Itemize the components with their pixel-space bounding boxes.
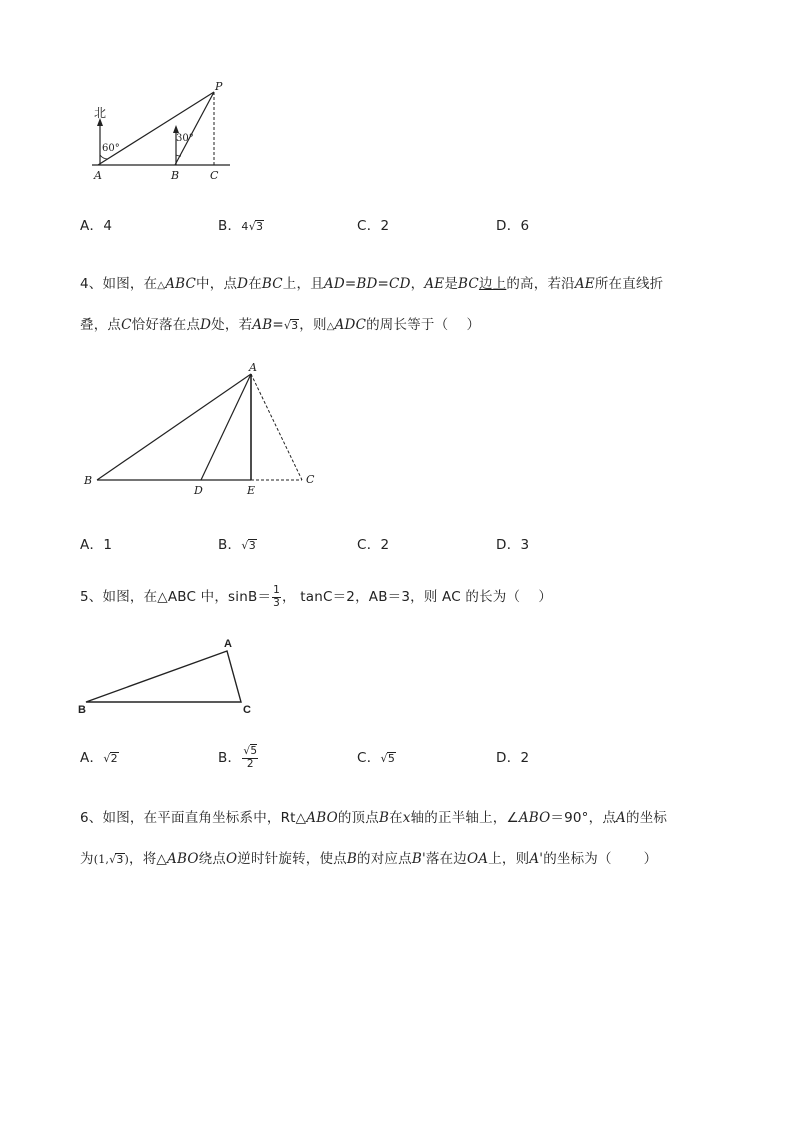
math: B' <box>411 851 426 867</box>
q5-option-b[interactable] <box>218 746 259 770</box>
text: 在 <box>248 276 262 292</box>
q5-option-a[interactable] <box>80 746 119 766</box>
option-value: 3 <box>520 537 530 553</box>
q4-option-b[interactable] <box>218 533 257 553</box>
sqrt-sign: √ <box>248 220 256 233</box>
q3-point-c: C <box>210 169 219 182</box>
q4-stem-line2 <box>80 313 480 333</box>
sqrt-sign: √ <box>109 853 117 866</box>
text: 上，则 <box>488 851 530 867</box>
numerator <box>242 746 258 759</box>
option-label: A． <box>80 750 104 766</box>
option-label: B． <box>218 218 242 234</box>
q3-line-ap <box>98 92 214 165</box>
q5-figure <box>75 632 265 722</box>
radicand: 5 <box>387 752 396 765</box>
q4-option-c[interactable] <box>357 533 389 553</box>
math: ABO <box>518 810 551 826</box>
q3-angle-30-label: 30° <box>176 133 194 144</box>
q5-stem <box>80 585 552 609</box>
math: ABO <box>306 810 338 826</box>
math: A' <box>529 851 544 867</box>
math: BC <box>458 276 479 292</box>
q5-point-a: A <box>224 638 232 650</box>
q3-option-d[interactable] <box>496 214 529 234</box>
math: OA <box>466 851 489 867</box>
text: ， <box>410 276 425 292</box>
q3-point-p: P <box>215 80 223 93</box>
q3-north-label: 北 <box>94 106 107 120</box>
q5-triangle-abc <box>86 651 241 702</box>
option-coefficient: 4 <box>241 220 249 233</box>
q5-point-b: B <box>78 704 86 716</box>
q4-segment-ad <box>201 374 251 480</box>
q3-angle-60-label: 60° <box>102 143 120 154</box>
q4-segment-ac <box>251 374 302 480</box>
text: ， tanC＝2，AB＝3，则 AC 的长为（ ） <box>282 589 553 606</box>
option-label: D． <box>496 218 521 234</box>
q4-stem-line1 <box>80 272 663 292</box>
math: ABC <box>165 276 197 292</box>
text: ，则 <box>299 317 327 333</box>
math: A <box>616 810 626 826</box>
text: 6、如图，在平面直角坐标系中，Rt△ <box>80 810 307 826</box>
math: D <box>237 276 249 292</box>
option-label: D． <box>496 537 521 553</box>
text: ，将△ <box>129 851 167 867</box>
radicand: 3 <box>291 319 299 332</box>
text: 5、如图，在△ABC 中，sinB＝ <box>80 589 272 606</box>
option-label: B． <box>218 537 242 553</box>
sqrt-sign: √ <box>283 319 292 332</box>
math: ADC <box>334 317 367 333</box>
option-value: 2 <box>380 537 390 553</box>
q4-point-e: E <box>247 484 256 497</box>
text: 轴的正半轴上，∠ <box>410 810 519 826</box>
underlined-text: 边上 <box>478 276 507 292</box>
q3-option-b[interactable] <box>218 214 264 234</box>
option-label: A． <box>80 537 104 553</box>
text: 的顶点 <box>337 810 379 826</box>
numerator: 1 <box>273 584 281 596</box>
text: 为 <box>80 851 94 867</box>
q4-segment-ab <box>97 374 251 480</box>
math: AB= <box>252 317 284 333</box>
q3-north-arrowhead-b <box>173 125 179 133</box>
text: 的周长等于（ ） <box>366 317 481 333</box>
q3-angle-arc-a <box>100 155 108 159</box>
math: AE <box>424 276 445 292</box>
option-value: 1 <box>103 537 113 553</box>
text: 落在边 <box>425 851 467 867</box>
text: ＝90°，点 <box>550 810 617 826</box>
triangle-symbol: △ <box>157 280 166 291</box>
option-label: B． <box>218 750 242 767</box>
text: 的对应点 <box>357 851 412 867</box>
option-value: 6 <box>520 218 530 234</box>
q5-point-c: C <box>243 704 251 716</box>
denominator: 2 <box>246 757 254 770</box>
text: 所在直线折 <box>594 276 664 292</box>
text: 中，点 <box>196 276 238 292</box>
radicand: 3 <box>116 853 124 866</box>
option-label: D． <box>496 750 521 766</box>
q4-point-a: A <box>249 361 257 374</box>
math: x <box>402 810 411 826</box>
math: B <box>378 810 390 826</box>
q6-stem-line2 <box>80 847 657 867</box>
math: ) <box>124 853 130 866</box>
option-label: C． <box>357 537 381 553</box>
sqrt-sign: √ <box>380 752 388 765</box>
q4-option-d[interactable] <box>496 533 529 553</box>
q4-figure <box>80 358 330 498</box>
triangle-symbol: △ <box>326 321 335 332</box>
option-value: 2 <box>520 750 530 766</box>
radicand: 3 <box>248 539 256 552</box>
fraction <box>272 585 281 609</box>
q4-option-a[interactable] <box>80 533 112 553</box>
text: 绕点 <box>198 851 226 867</box>
q6-stem-line1 <box>80 806 667 826</box>
math: (1, <box>93 853 110 866</box>
math: ABO <box>167 851 199 867</box>
text: 逆时针旋转，使点 <box>237 851 347 867</box>
math: AE <box>574 276 595 292</box>
text: 处，若 <box>211 317 253 333</box>
q3-option-a[interactable] <box>80 214 112 234</box>
math: B <box>346 851 358 867</box>
option-label: A． <box>80 218 104 234</box>
q3-figure <box>80 75 250 185</box>
q4-point-b: B <box>84 474 93 487</box>
q4-point-c: C <box>306 473 315 486</box>
text: 叠，点 <box>80 317 122 333</box>
option-value: 2 <box>380 218 390 234</box>
sqrt-sign: √ <box>241 539 249 552</box>
option-value: 4 <box>103 218 113 234</box>
math: AD=BD=CD <box>323 276 411 292</box>
text: 4、如图，在 <box>80 276 158 292</box>
q5-option-d[interactable] <box>496 746 529 766</box>
sqrt-sign: √ <box>103 752 111 765</box>
text: 上，且 <box>282 276 324 292</box>
math: D <box>200 317 212 333</box>
text: 的高，若沿 <box>506 276 575 292</box>
math: O <box>226 851 238 867</box>
text: 的坐标 <box>626 810 668 826</box>
q3-point-a: A <box>94 169 102 182</box>
text: 恰好落在点 <box>131 317 201 333</box>
q4-point-d: D <box>194 484 203 497</box>
q5-option-c[interactable] <box>357 746 396 766</box>
math: C <box>121 317 132 333</box>
denominator: 3 <box>273 596 281 609</box>
option-label: C． <box>357 218 381 234</box>
option-label: C． <box>357 750 381 766</box>
radicand: 5 <box>250 745 258 757</box>
q3-option-c[interactable] <box>357 214 389 234</box>
radicand: 3 <box>256 220 264 233</box>
q3-point-b: B <box>171 169 180 182</box>
fraction <box>242 746 258 770</box>
text: 的坐标为（ ） <box>543 851 658 867</box>
sqrt-sign: √ <box>243 745 251 757</box>
text: 在 <box>389 810 403 826</box>
text: 是 <box>444 276 459 292</box>
math: BC <box>261 276 283 292</box>
q3-line-bp <box>175 92 214 165</box>
radicand: 2 <box>110 752 118 765</box>
